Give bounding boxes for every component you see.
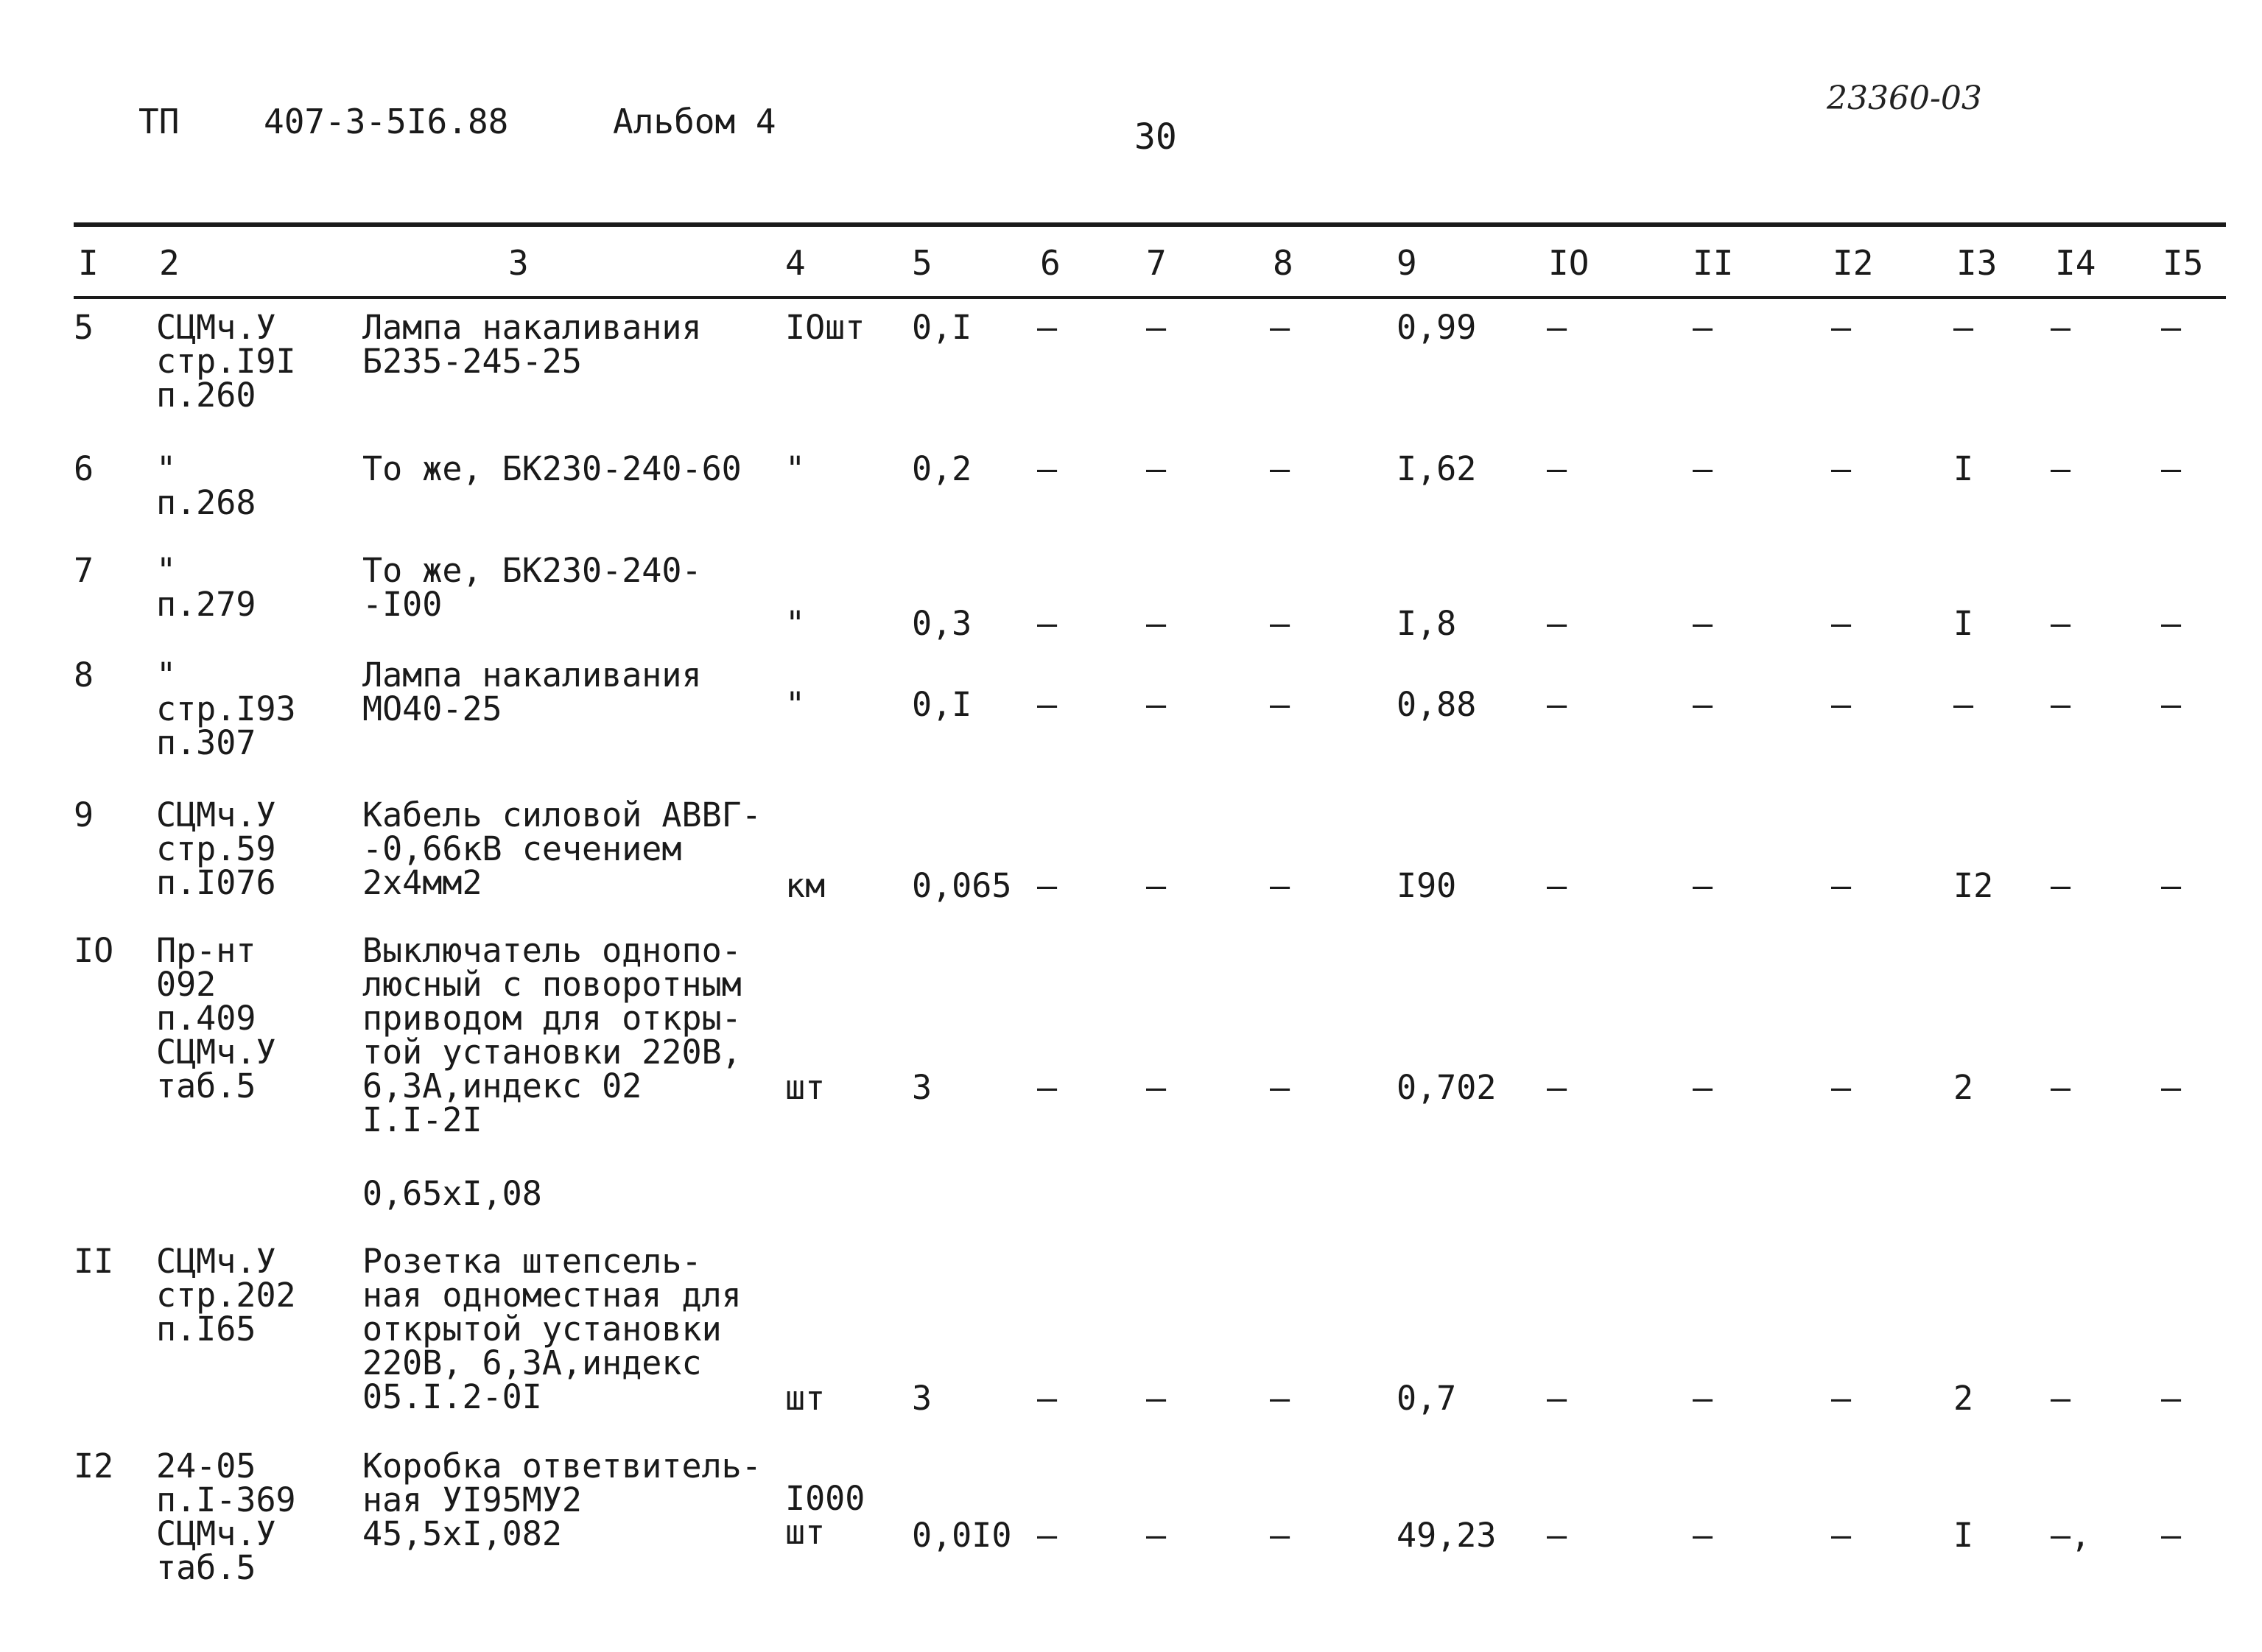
- table-cell: –: [1831, 685, 1852, 724]
- table-cell: –: [2161, 1516, 2182, 1555]
- table-cell: Коробка ответвитель- ная УI95МУ2 45,5хI,082: [362, 1447, 762, 1553]
- table-cell: –: [2161, 1068, 2182, 1107]
- column-header: I: [78, 243, 99, 283]
- table-cell: I000 шт: [785, 1479, 865, 1552]
- table-cell: –: [2161, 449, 2182, 488]
- column-header: I3: [1956, 243, 1998, 283]
- table-cell: 0,0I0: [912, 1516, 1012, 1555]
- table-cell: 0,65хI,08: [362, 1174, 542, 1213]
- table-cell: То же, БК230-240- -I00: [362, 551, 702, 624]
- table-cell: –: [1547, 604, 1567, 643]
- table-cell: –: [1270, 604, 1290, 643]
- table-cell: –: [1693, 308, 1713, 347]
- column-header: I2: [1833, 243, 1874, 283]
- table-cell: 0,I: [912, 685, 972, 724]
- table-cell: –: [2051, 1068, 2071, 1107]
- table-cell: I: [1953, 604, 1974, 643]
- doc-number: 407-3-5I6.88: [264, 102, 509, 141]
- table-cell: –: [1547, 308, 1567, 347]
- table-cell: –: [1831, 604, 1852, 643]
- table-cell: шт: [785, 1379, 826, 1418]
- table-cell: –: [1146, 1379, 1167, 1418]
- table-cell: –: [1831, 308, 1852, 347]
- table-cell: Лампа накаливания МО40-25: [362, 655, 702, 728]
- table-cell: СЦМч.У стр.I9I п.260: [156, 308, 296, 415]
- table-cell: IОшт: [785, 308, 865, 347]
- table-cell: –: [1270, 685, 1290, 724]
- table-cell: –: [1547, 1516, 1567, 1555]
- table-cell: –: [1693, 604, 1713, 643]
- table-cell: –: [1693, 1379, 1713, 1418]
- table-cell: –: [1693, 685, 1713, 724]
- table-cell: –: [1547, 1068, 1567, 1107]
- table-cell: –: [1146, 1068, 1167, 1107]
- table-cell: –: [2051, 1379, 2071, 1418]
- column-header: IO: [1548, 243, 1590, 283]
- table-cell: –: [1037, 866, 1058, 905]
- table-cell: –,: [2051, 1516, 2091, 1555]
- table-cell: –: [2161, 866, 2182, 905]
- table-cell: IO: [74, 931, 114, 970]
- table-cell: 0,88: [1397, 685, 1477, 724]
- table-cell: –: [1037, 308, 1058, 347]
- table-cell: –: [1693, 449, 1713, 488]
- table-cell: –: [1831, 866, 1852, 905]
- table-cell: –: [1547, 685, 1567, 724]
- table-cell: 2: [1953, 1068, 1974, 1107]
- column-header: 6: [1040, 243, 1061, 283]
- table-cell: 0,2: [912, 449, 972, 488]
- table-cell: 8: [74, 655, 94, 695]
- table-cell: –: [1270, 308, 1290, 347]
- table-cell: –: [1037, 1516, 1058, 1555]
- table-cell: 3: [912, 1379, 932, 1418]
- table-cell: 2: [1953, 1379, 1974, 1418]
- table-cell: Розетка штепсель- ная одноместная для открытой установки 220В, 6,3А,индекс 05.I.2-0I: [362, 1242, 742, 1416]
- table-cell: 0,99: [1397, 308, 1477, 347]
- table-cell: 0,I: [912, 308, 972, 347]
- column-header: 5: [912, 243, 932, 283]
- column-header: II: [1693, 243, 1734, 283]
- table-cell: 3: [912, 1068, 932, 1107]
- table-cell: –: [1693, 1068, 1713, 1107]
- table-cell: –: [1037, 1379, 1058, 1418]
- table-cell: Пр-нт 092 п.409 СЦМч.У таб.5: [156, 931, 276, 1106]
- table-cell: СЦМч.У стр.59 п.I076: [156, 795, 276, 902]
- table-cell: 5: [74, 308, 94, 347]
- table-cell: –: [1270, 1379, 1290, 1418]
- table-cell: I,8: [1397, 604, 1457, 643]
- table-cell: –: [1547, 866, 1567, 905]
- table-cell: I90: [1397, 866, 1457, 905]
- table-cell: –: [1037, 1068, 1058, 1107]
- table-cell: –: [1270, 449, 1290, 488]
- column-header: 3: [508, 243, 529, 283]
- table-cell: СЦМч.У стр.202 п.I65: [156, 1242, 296, 1349]
- table-cell: –: [1831, 449, 1852, 488]
- table-cell: –: [2051, 685, 2071, 724]
- handwritten-note: 23360-03: [1827, 80, 1982, 117]
- table-cell: –: [2161, 604, 2182, 643]
- table-cell: ": [785, 685, 806, 724]
- table-cell: –: [1037, 449, 1058, 488]
- table-cell: –: [1146, 1516, 1167, 1555]
- table-cell: –: [1831, 1516, 1852, 1555]
- table-cell: II: [74, 1242, 114, 1281]
- album-label: Альбом 4: [613, 102, 776, 141]
- column-header: 9: [1397, 243, 1417, 283]
- table-cell: –: [2051, 449, 2071, 488]
- table-top-rule: [74, 222, 2226, 227]
- table-cell: Лампа накаливания Б235-245-25: [362, 308, 702, 381]
- table-cell: То же, БК230-240-60: [362, 449, 742, 488]
- column-header: I5: [2163, 243, 2204, 283]
- table-cell: –: [1037, 604, 1058, 643]
- table-cell: шт: [785, 1068, 826, 1107]
- column-header: 4: [785, 243, 806, 283]
- page-number: 30: [1134, 116, 1177, 158]
- table-cell: –: [1831, 1068, 1852, 1107]
- table-cell: –: [2051, 308, 2071, 347]
- table-cell: I2: [74, 1447, 114, 1486]
- table-cell: Выключатель однопо- люсный с поворотным приводом для откры- той установки 220В, 6,3А,индекс 02 I.I-2I: [362, 931, 742, 1139]
- table-cell: –: [2161, 685, 2182, 724]
- table-cell: –: [1693, 1516, 1713, 1555]
- table-cell: –: [1146, 604, 1167, 643]
- table-cell: –: [1270, 1516, 1290, 1555]
- table-cell: 7: [74, 551, 94, 590]
- column-header: I4: [2055, 243, 2096, 283]
- table-cell: 24-05 п.I-369 СЦМч.У таб.5: [156, 1447, 296, 1587]
- column-header: 8: [1273, 243, 1293, 283]
- table-cell: 6: [74, 449, 94, 488]
- table-cell: Кабель силовой АВВГ- -0,66кВ сечением 2х4мм2: [362, 795, 762, 902]
- table-cell: " п.279: [156, 551, 256, 624]
- table-cell: ": [785, 449, 806, 488]
- table-cell: " п.268: [156, 449, 256, 522]
- table-cell: –: [2051, 866, 2071, 905]
- table-cell: –: [1146, 308, 1167, 347]
- table-cell: –: [1547, 1379, 1567, 1418]
- table-cell: –: [1146, 685, 1167, 724]
- table-cell: 0,7: [1397, 1379, 1457, 1418]
- table-cell: 0,3: [912, 604, 972, 643]
- table-cell: –: [1146, 449, 1167, 488]
- table-cell: км: [785, 866, 826, 905]
- table-cell: –: [1953, 308, 1974, 347]
- table-cell: –: [2051, 604, 2071, 643]
- table-cell: 0,065: [912, 866, 1012, 905]
- table-cell: –: [1037, 685, 1058, 724]
- table-cell: –: [1693, 866, 1713, 905]
- table-cell: ": [785, 604, 806, 643]
- table-cell: I: [1953, 1516, 1974, 1555]
- table-cell: –: [1270, 1068, 1290, 1107]
- table-cell: –: [1831, 1379, 1852, 1418]
- table-cell: I: [1953, 449, 1974, 488]
- table-cell: –: [2161, 1379, 2182, 1418]
- table-cell: –: [1270, 866, 1290, 905]
- table-cell: " стр.I93 п.307: [156, 655, 296, 762]
- column-header: 2: [159, 243, 180, 283]
- table-cell: –: [1146, 866, 1167, 905]
- table-header-rule: [74, 296, 2226, 299]
- table-cell: I,62: [1397, 449, 1477, 488]
- table-cell: 9: [74, 795, 94, 834]
- doc-code: ТП: [138, 102, 180, 141]
- table-cell: 49,23: [1397, 1516, 1497, 1555]
- table-cell: –: [1953, 685, 1974, 724]
- table-cell: –: [2161, 308, 2182, 347]
- column-header: 7: [1146, 243, 1167, 283]
- table-cell: 0,702: [1397, 1068, 1497, 1107]
- table-cell: I2: [1953, 866, 1994, 905]
- table-cell: –: [1547, 449, 1567, 488]
